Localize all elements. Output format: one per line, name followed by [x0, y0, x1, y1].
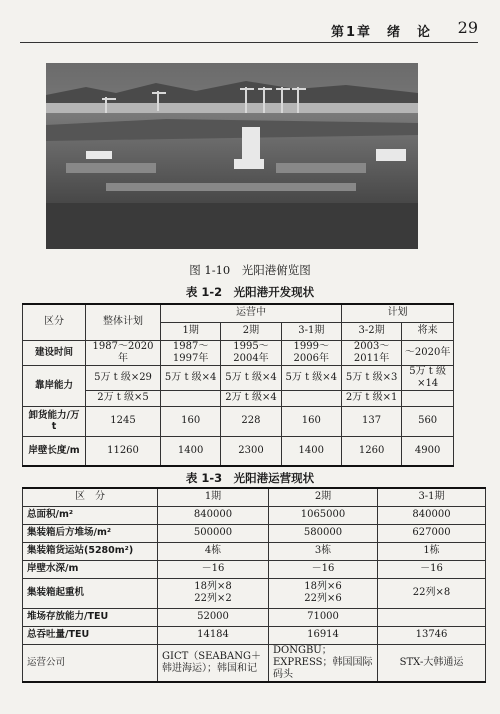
table-row: [23, 560, 486, 578]
table-1-2-caption: 表 1-2 光阳港开发现状: [185, 285, 315, 299]
row-label: 集装箱起重机: [23, 578, 158, 608]
table-cell: 2万 t 级×5: [86, 390, 161, 406]
table-row: [23, 436, 454, 466]
table-cell: 1栋: [378, 542, 486, 560]
col-header-phase-3-1: 3-1期: [378, 488, 486, 506]
table-row: [23, 406, 454, 436]
col-header-plan: 计划: [341, 304, 453, 322]
table-cell: 5万 t 级×4: [281, 365, 341, 390]
table-cell: [269, 578, 378, 608]
table-cell: 71000: [269, 608, 378, 626]
table-cell: 5万 t 级×14: [402, 365, 454, 390]
table-cell: 52000: [158, 608, 269, 626]
table-row: [23, 608, 486, 626]
table-cell: －16: [378, 560, 486, 578]
col-header-phase-3-2: 3-2期: [341, 322, 401, 340]
col-header-operating: 运营中: [161, 304, 342, 322]
table-cell: 1260: [341, 436, 401, 466]
col-header-phase-2: 2期: [269, 488, 378, 506]
table-1-3-caption: 表 1-3 光阳港运营现状: [185, 471, 315, 485]
table-cell: [158, 578, 269, 608]
table-cell: －16: [158, 560, 269, 578]
table-cell: 1987～1997年: [161, 340, 221, 365]
col-header-phase-1: 1期: [161, 322, 221, 340]
table-cell: 11260: [86, 436, 161, 466]
table-row: [23, 365, 454, 390]
port-photo-drawing: [46, 63, 418, 249]
row-label: 堆场存放能力/TEU: [23, 608, 158, 626]
port-aerial-photo: [46, 63, 418, 249]
row-label: 建设时间: [23, 340, 86, 365]
row-label: 卸货能力/万 t: [23, 406, 86, 436]
row-label: 总吞吐量/TEU: [23, 626, 158, 644]
col-header-region: 区 分: [23, 488, 158, 506]
row-label: 集装箱后方堆场/m²: [23, 524, 158, 542]
row-label: 集装箱货运站(5280m²): [23, 542, 158, 560]
table-cell: ～2020年: [402, 340, 454, 365]
table-row: [23, 578, 486, 608]
table-cell: 1245: [86, 406, 161, 436]
col-header-future: 将来: [402, 322, 454, 340]
table-cell: 22列×8: [378, 578, 486, 608]
table-cell: 500000: [158, 524, 269, 542]
table-row: [23, 524, 486, 542]
table-cell: [402, 390, 454, 406]
page-number: 29: [457, 18, 478, 37]
table-row: [23, 644, 486, 682]
table-cell: 1999～2006年: [281, 340, 341, 365]
col-header-phase-1: 1期: [158, 488, 269, 506]
cell-line: 22列×2: [194, 593, 232, 604]
table-cell: 1400: [281, 436, 341, 466]
table-cell: 2300: [221, 436, 281, 466]
table-cell: 580000: [269, 524, 378, 542]
col-header-phase-2: 2期: [221, 322, 281, 340]
table-cell: 1065000: [269, 506, 378, 524]
col-header-region: 区分: [23, 304, 86, 340]
row-label: 靠岸能力: [23, 365, 86, 406]
table-cell: 14184: [158, 626, 269, 644]
table-cell: 1987～2020年: [86, 340, 161, 365]
table-cell: 840000: [158, 506, 269, 524]
table-cell: [378, 608, 486, 626]
table-cell: 3栋: [269, 542, 378, 560]
table-cell: 627000: [378, 524, 486, 542]
col-header-overall-plan: 整体计划: [86, 304, 161, 340]
table-cell: 1995～2004年: [221, 340, 281, 365]
table-cell: 5万 t 级×4: [161, 365, 221, 390]
table-cell: 4栋: [158, 542, 269, 560]
col-header-phase-3-1: 3-1期: [281, 322, 341, 340]
table-cell: 560: [402, 406, 454, 436]
port-development-table: [22, 303, 454, 467]
table-cell: 1400: [161, 436, 221, 466]
chapter-title: 第1章 绪 论: [330, 25, 432, 40]
table-cell: 5万 t 级×4: [221, 365, 281, 390]
row-label: 运营公司: [23, 644, 158, 682]
table-cell: 13746: [378, 626, 486, 644]
cell-line: 22列×6: [304, 593, 342, 604]
table-cell: [281, 390, 341, 406]
table-row: [23, 340, 454, 365]
table-cell: GICT（SEABANG＋韩进海运）；韩国和记: [158, 644, 269, 682]
page-header: [20, 18, 478, 43]
table-cell: STX-大韩通运: [378, 644, 486, 682]
table-cell: 160: [281, 406, 341, 436]
table-cell: 4900: [402, 436, 454, 466]
table-row: [23, 506, 486, 524]
table-cell: 16914: [269, 626, 378, 644]
table-cell: 160: [161, 406, 221, 436]
table-cell: 2万 t 级×1: [341, 390, 401, 406]
table-cell: 228: [221, 406, 281, 436]
row-label: 总面积/m²: [23, 506, 158, 524]
table-row: [23, 626, 486, 644]
table-cell: 5万 t 级×29: [86, 365, 161, 390]
table-cell: DONGBU；EXPRESS；韩国国际码头: [269, 644, 378, 682]
table-cell: 5万 t 级×3: [341, 365, 401, 390]
table-cell: [161, 390, 221, 406]
row-label: 岸壁水深/m: [23, 560, 158, 578]
table-row: [23, 390, 454, 406]
table-cell: 2万 t 级×4: [221, 390, 281, 406]
table-cell: 137: [341, 406, 401, 436]
cell-line: 18列×6: [304, 581, 342, 592]
port-operation-table: [22, 487, 486, 683]
row-label: 岸壁长度/m: [23, 436, 86, 466]
table-cell: 2003～2011年: [341, 340, 401, 365]
figure-caption: 图 1-10 光阳港俯览图: [189, 263, 311, 277]
table-cell: －16: [269, 560, 378, 578]
table-cell: 840000: [378, 506, 486, 524]
cell-line: 18列×8: [194, 581, 232, 592]
table-row: [23, 542, 486, 560]
